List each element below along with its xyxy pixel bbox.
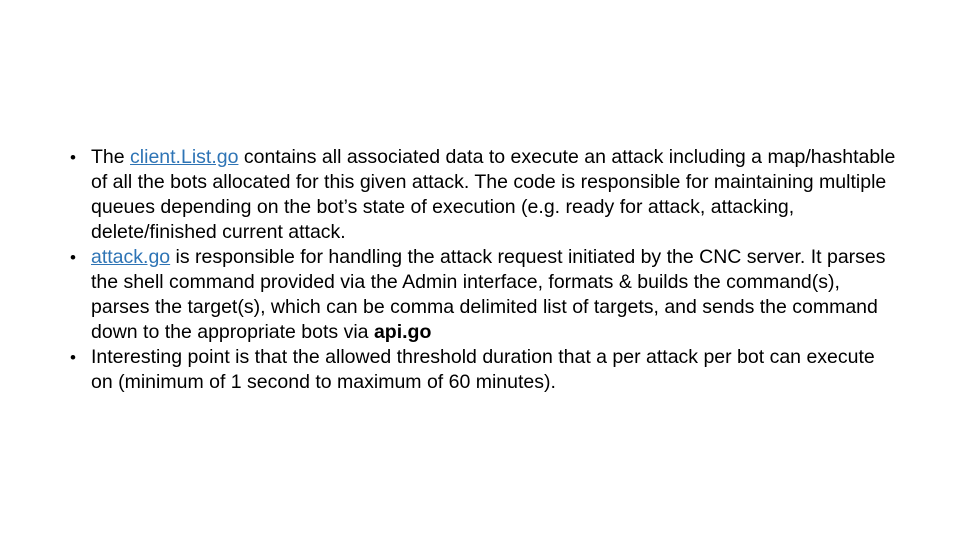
bullet-text: Interesting point is that the allowed threshold duration that a per attack per bot can execute on (minimum of 1 second to maximum of 60 minutes). (91, 346, 875, 393)
bullet-icon: • (70, 148, 76, 167)
api-go-text: api.go (373, 321, 432, 343)
bullet-text: is responsible for handling the attack request initiated by the CNC server. It parses the shell command provided via the Admin interface, formats & builds the command(s), parses the target(s), which can be comma delimited list of targets, and sends the command down to the appropriate bots via (91, 246, 886, 343)
attack-go-link[interactable]: attack.go (91, 246, 171, 268)
bullet-list (70, 145, 900, 395)
bullet-item-attack (70, 245, 900, 345)
bullet-item-client-list: • The client.List.go contains all associated data to execute an attack including a map/hashtable of all the bots allocated for this given attack. The code is responsible for maintaining multiple queues depending on the bot’s state of execution (e.g. ready for attack, attacking, delete/finished current attack. (70, 146, 896, 243)
bullet-icon: • (70, 248, 76, 267)
client-list-link[interactable]: client.List.go (130, 146, 239, 168)
bullet-item-threshold (70, 345, 900, 395)
bullet-text: contains all associated data to execute an attack including a map/hashtable of all the bots allocated for this given attack. The code is responsible for maintaining multiple queues depending on the bot’s state of execution (e.g. ready for attack, attacking, delete/finished current attack. (91, 146, 896, 243)
bullet-icon: • (70, 348, 76, 367)
